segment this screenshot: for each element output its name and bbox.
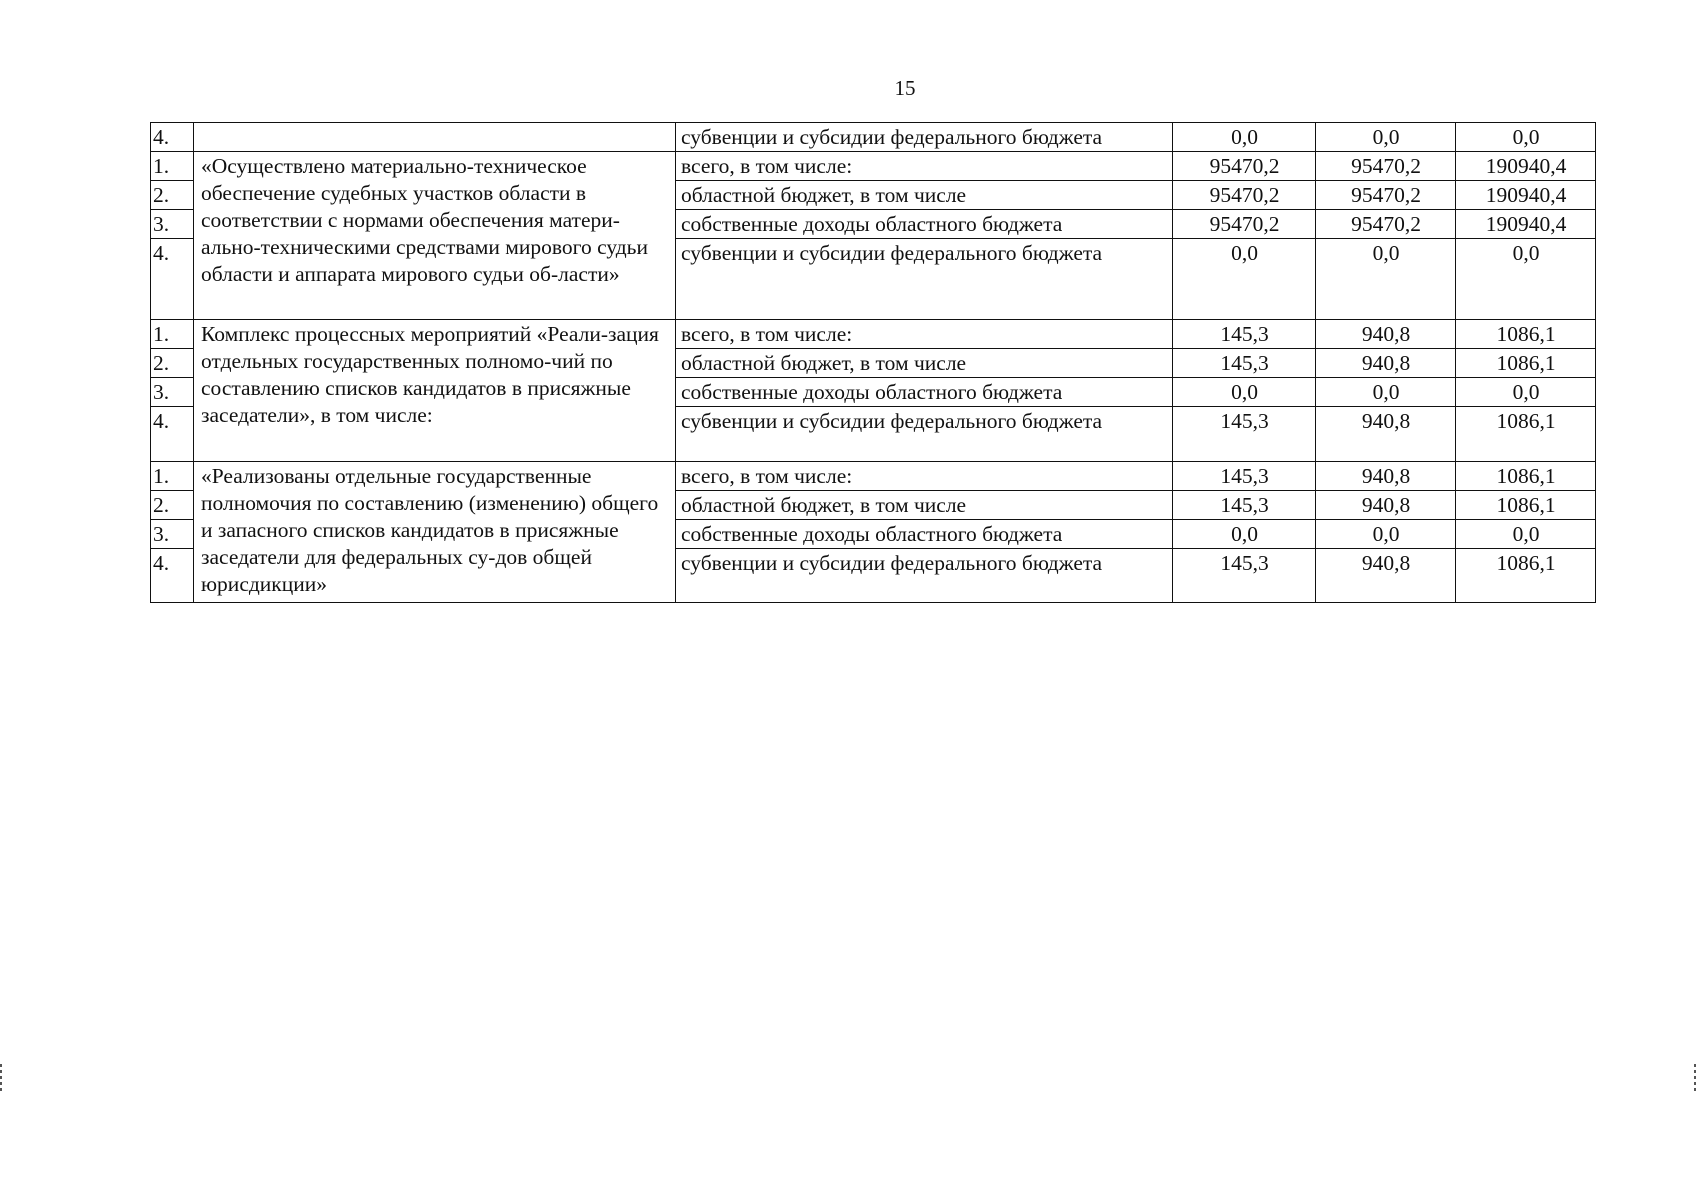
value-cell: 940,8 <box>1316 349 1456 378</box>
group-description: «Реализованы отдельные государственные полномочия по составлению (изменению) общего и запасного списков кандидатов в присяжные заседатели для федеральных су-дов общей юрисдикции» <box>194 462 676 603</box>
row-number: 4. <box>151 407 194 462</box>
value-cell: 0,0 <box>1173 123 1316 152</box>
value-cell: 95470,2 <box>1316 152 1456 181</box>
funding-source: всего, в том числе: <box>676 320 1173 349</box>
row-number: 3. <box>151 520 194 549</box>
group-description: «Осуществлено материально-техническое обеспечение судебных участков области в соответствии с нормами обеспечения матери-ально-техническими средствами мирового судьи области и аппарата мирового судьи об-ласти» <box>194 152 676 320</box>
value-cell: 95470,2 <box>1173 210 1316 239</box>
value-cell: 0,0 <box>1456 378 1596 407</box>
row-number: 2. <box>151 181 194 210</box>
value-cell: 95470,2 <box>1173 152 1316 181</box>
value-cell: 0,0 <box>1173 520 1316 549</box>
value-cell: 145,3 <box>1173 320 1316 349</box>
row-number: 4. <box>151 549 194 603</box>
funding-source: областной бюджет, в том числе <box>676 181 1173 210</box>
funding-source: субвенции и субсидии федерального бюджета <box>676 549 1173 603</box>
value-cell: 190940,4 <box>1456 210 1596 239</box>
budget-table <box>150 122 1596 603</box>
value-cell: 940,8 <box>1316 462 1456 491</box>
row-number: 1. <box>151 152 194 181</box>
scan-edge-mark-left <box>0 1064 2 1094</box>
row-number: 1. <box>151 462 194 491</box>
value-cell: 1086,1 <box>1456 320 1596 349</box>
funding-source: собственные доходы областного бюджета <box>676 520 1173 549</box>
value-cell: 0,0 <box>1316 520 1456 549</box>
funding-source: собственные доходы областного бюджета <box>676 378 1173 407</box>
value-cell: 145,3 <box>1173 407 1316 462</box>
table-row <box>151 152 1596 181</box>
value-cell: 0,0 <box>1316 123 1456 152</box>
value-cell: 940,8 <box>1316 407 1456 462</box>
row-number: 1. <box>151 320 194 349</box>
value-cell: 145,3 <box>1173 349 1316 378</box>
row-number: 2. <box>151 349 194 378</box>
value-cell: 0,0 <box>1316 239 1456 320</box>
table-row <box>151 123 1596 152</box>
value-cell: 0,0 <box>1456 123 1596 152</box>
value-cell: 0,0 <box>1316 378 1456 407</box>
value-cell: 1086,1 <box>1456 549 1596 603</box>
value-cell: 0,0 <box>1456 239 1596 320</box>
funding-source: областной бюджет, в том числе <box>676 349 1173 378</box>
group-description <box>194 123 676 152</box>
value-cell: 190940,4 <box>1456 152 1596 181</box>
value-cell: 0,0 <box>1456 520 1596 549</box>
value-cell: 95470,2 <box>1316 210 1456 239</box>
value-cell: 1086,1 <box>1456 349 1596 378</box>
funding-source: всего, в том числе: <box>676 152 1173 181</box>
funding-source: всего, в том числе: <box>676 462 1173 491</box>
scan-edge-mark-right <box>1694 1064 1696 1094</box>
group-description: Комплекс процессных мероприятий «Реали-зация отдельных государственных полномо-чий по составлению списков кандидатов в присяжные заседатели», в том числе: <box>194 320 676 462</box>
row-number: 3. <box>151 210 194 239</box>
row-number: 4. <box>151 123 194 152</box>
funding-source: субвенции и субсидии федерального бюджета <box>676 123 1173 152</box>
page-number: 15 <box>894 76 916 100</box>
value-cell: 145,3 <box>1173 462 1316 491</box>
funding-source: областной бюджет, в том числе <box>676 491 1173 520</box>
funding-source: собственные доходы областного бюджета <box>676 210 1173 239</box>
value-cell: 940,8 <box>1316 549 1456 603</box>
value-cell: 95470,2 <box>1316 181 1456 210</box>
value-cell: 940,8 <box>1316 320 1456 349</box>
value-cell: 145,3 <box>1173 491 1316 520</box>
value-cell: 1086,1 <box>1456 491 1596 520</box>
table-row <box>151 320 1596 349</box>
value-cell: 190940,4 <box>1456 181 1596 210</box>
value-cell: 1086,1 <box>1456 462 1596 491</box>
row-number: 2. <box>151 491 194 520</box>
value-cell: 0,0 <box>1173 239 1316 320</box>
funding-source: субвенции и субсидии федерального бюджета <box>676 239 1173 320</box>
funding-source: субвенции и субсидии федерального бюджета <box>676 407 1173 462</box>
row-number: 4. <box>151 239 194 320</box>
value-cell: 95470,2 <box>1173 181 1316 210</box>
row-number: 3. <box>151 378 194 407</box>
value-cell: 145,3 <box>1173 549 1316 603</box>
value-cell: 940,8 <box>1316 491 1456 520</box>
value-cell: 1086,1 <box>1456 407 1596 462</box>
table-row <box>151 462 1596 491</box>
value-cell: 0,0 <box>1173 378 1316 407</box>
